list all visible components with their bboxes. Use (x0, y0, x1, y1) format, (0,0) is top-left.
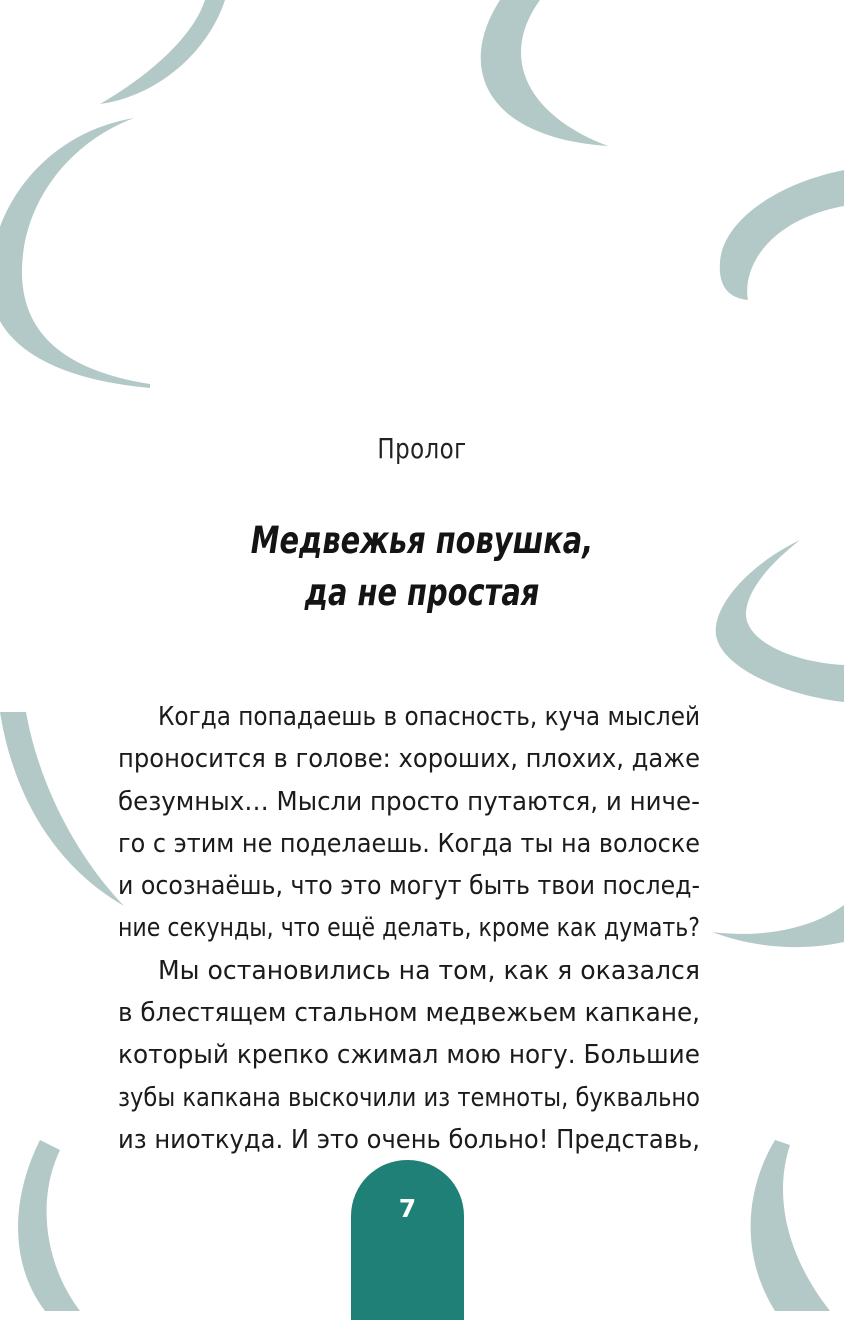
text-line: в блестящем стальном медвежьем капкане, (118, 998, 700, 1029)
chapter-label: Пролог (377, 432, 467, 465)
text-line: из ниоткуда. И это очень больно! Представь, (118, 1124, 700, 1155)
crescent-shape (0, 118, 150, 388)
page-number-tab (351, 1160, 464, 1320)
text-line: го с этим не поделаешь. Когда ты на волоске (118, 828, 700, 859)
page-number: 7 (398, 1194, 417, 1223)
chapter-title (93, 515, 751, 619)
text-line: и осознаёшь, что это могут быть твои послед- (118, 871, 700, 902)
chapter-title-line: да не простая (304, 571, 540, 614)
crescent-shape (720, 170, 844, 300)
crescent-shape (0, 712, 124, 906)
crescent-shape (481, 0, 608, 146)
crescent-shape (751, 1140, 830, 1311)
crescent-shape (18, 1140, 80, 1311)
text-line: зубы капкана выскочили из темноты, буквально (118, 1082, 700, 1113)
chapter-title-line: Медвежья повушка, (250, 519, 594, 562)
text-line: проносится в голове: хороших, плохих, даже (118, 744, 700, 775)
text-line: Когда попадаешь в опасность, куча мыслей (158, 702, 700, 732)
crescent-shape (100, 0, 225, 104)
text-line: который крепко сжимал мою ногу. Большие (118, 1040, 700, 1071)
text-line: ние секунды, что ещё делать, кроме как думать? (118, 913, 700, 944)
text-line: Мы остановились на том, как я оказался (158, 955, 700, 986)
crescent-shape (712, 905, 844, 947)
body-text (118, 696, 700, 1161)
text-line: безумных… Мысли просто путаются, и ниче- (118, 786, 700, 817)
